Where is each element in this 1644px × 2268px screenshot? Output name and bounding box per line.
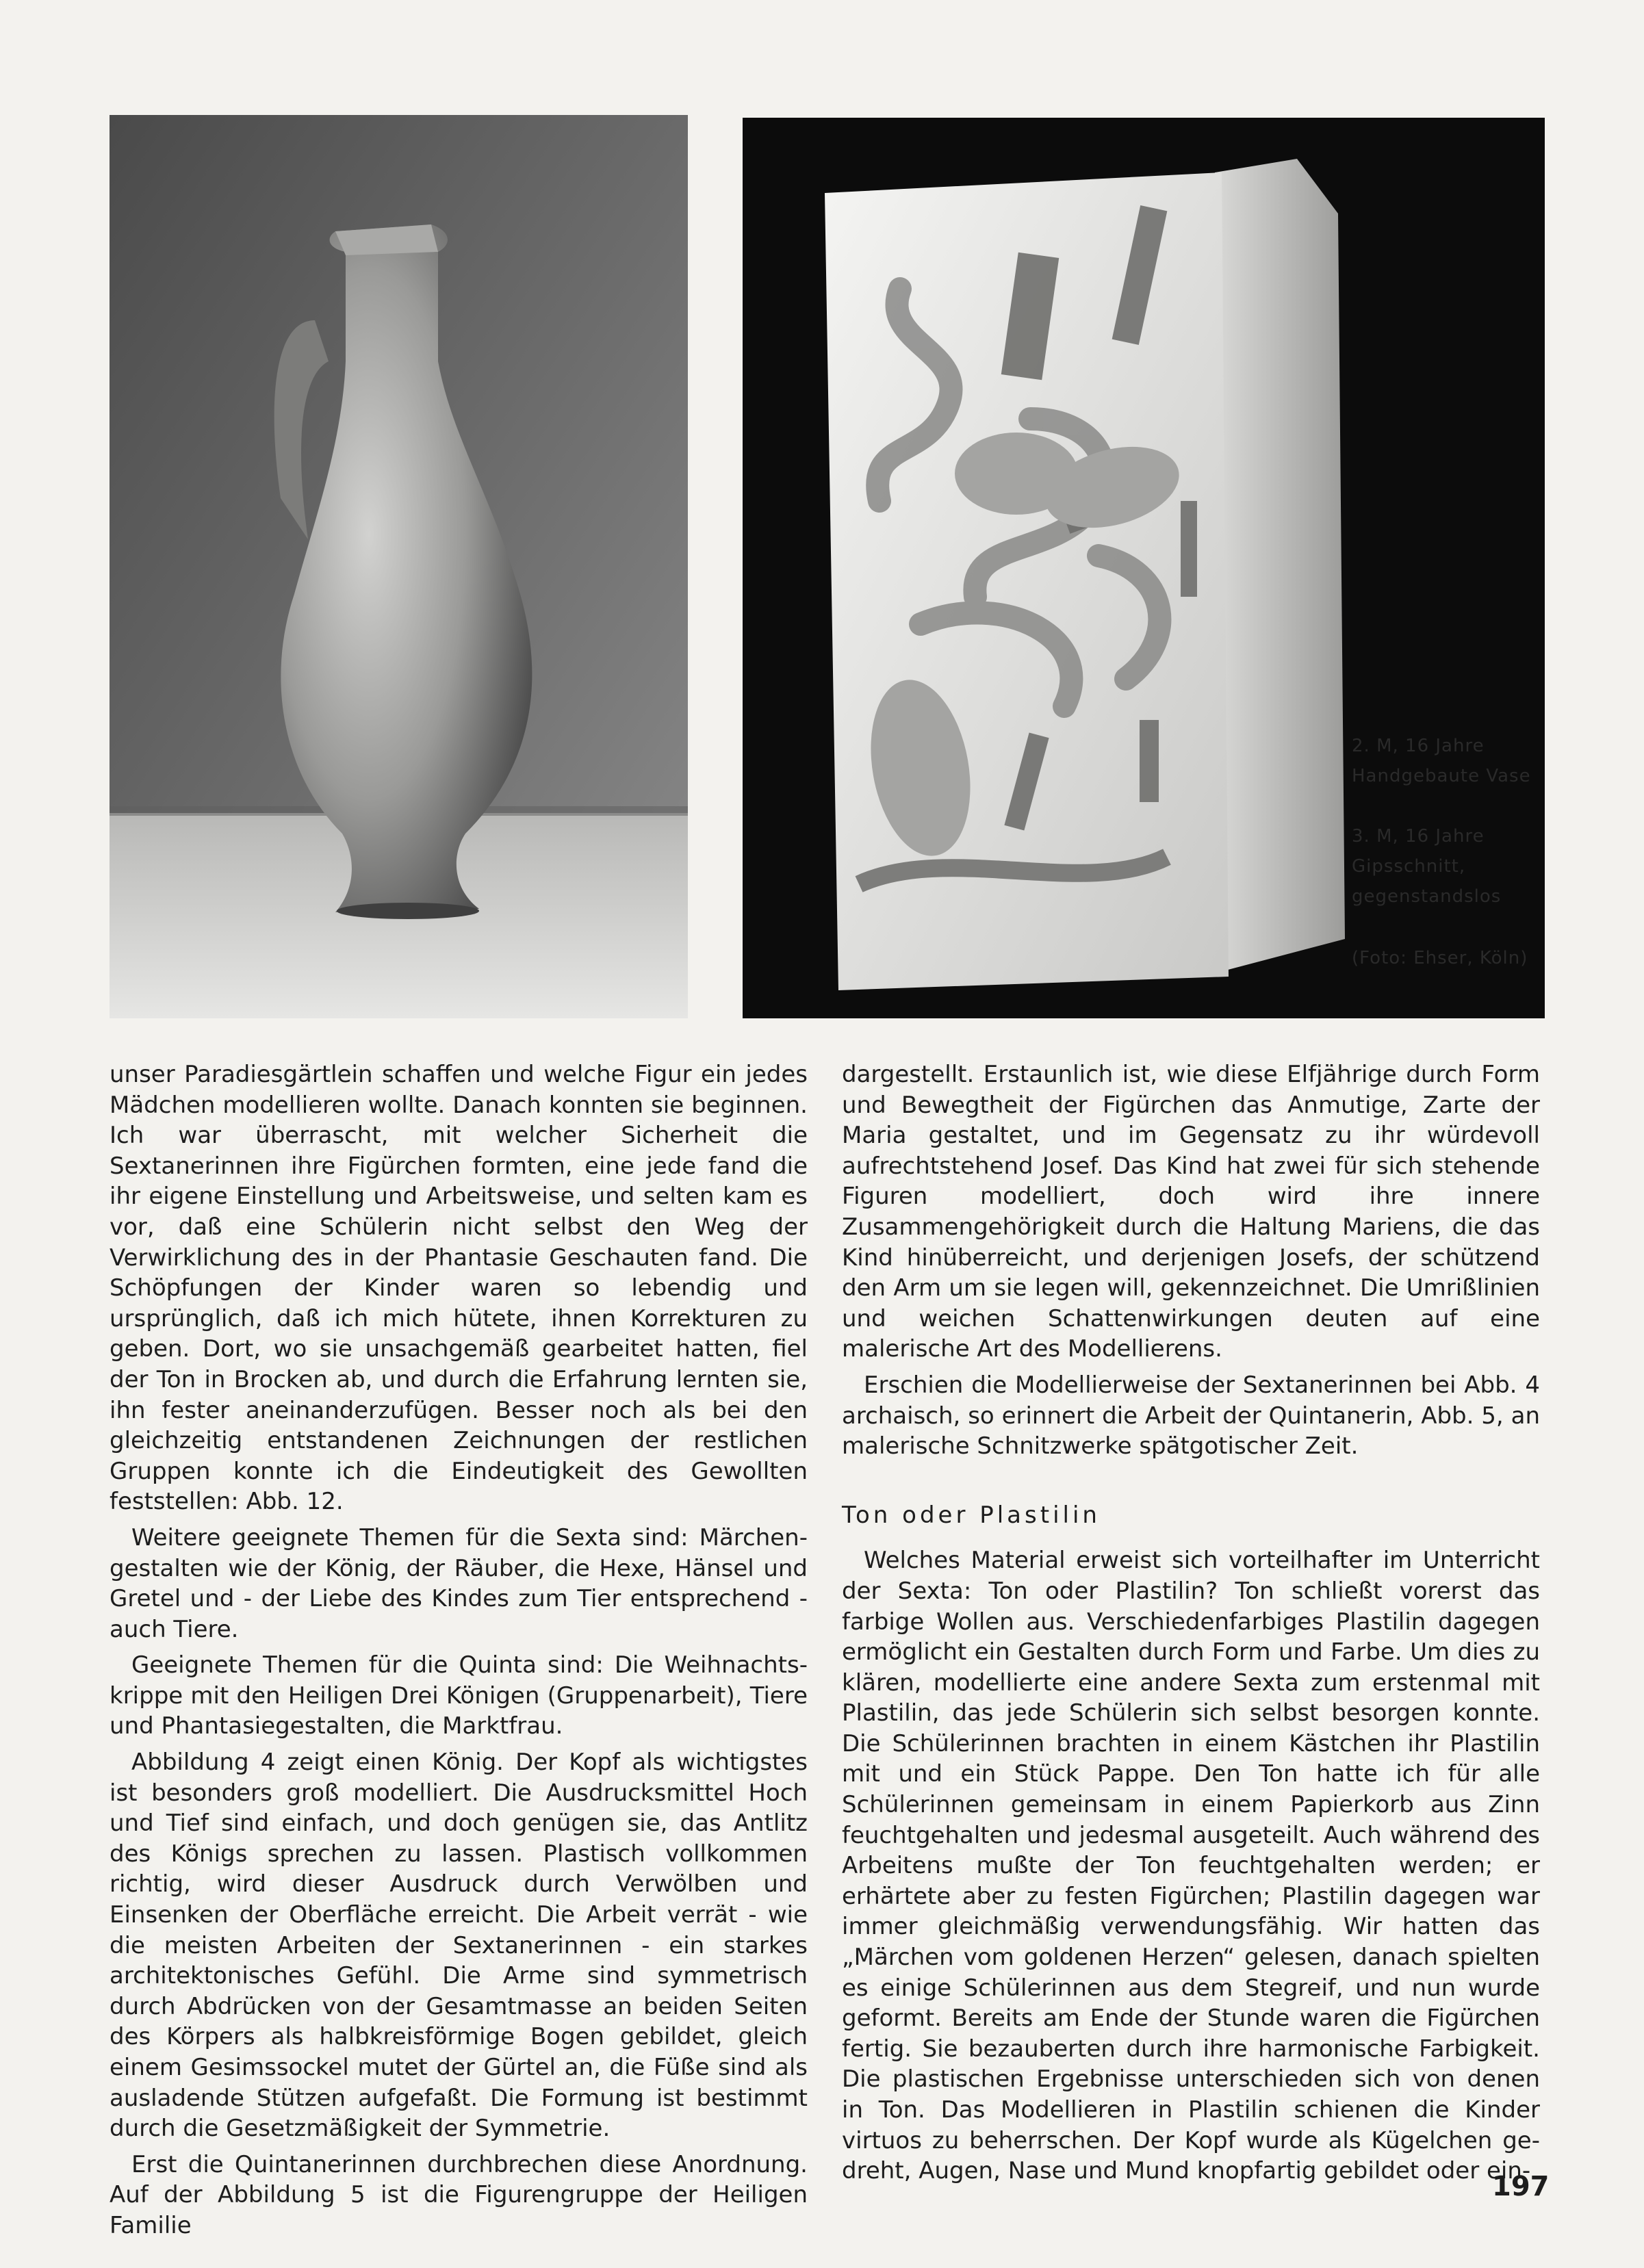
figure-3-caption-line-3: gegenstandslos — [1352, 886, 1502, 907]
photo-credit: (Foto: Ehser, Köln) — [1352, 948, 1528, 968]
left-paragraph-2: Weitere geeignete Themen für die Sexta sind: Märchengestalten wie der König, der Räuber, die Hexe, Hänsel und Gretel und - der Liebe des Kindes zum Tier entsprechend - auch Tiere. — [110, 1523, 808, 1643]
right-paragraph-1: dargestellt. Erstaunlich ist, wie diese Elfjährige durch Form und Bewegtheit der Figürchen das Anmutige, Zarte der Maria gestaltet, und im Gegensatz zu ihr würdevoll aufrechtstehend Josef. Das Kind hat zwei für sich stehende Figuren modelliert, doch wird ihre innere Zusammengehörigkeit durch die Haltung Mariens, die das Kind hinüberreicht, und derjenigen Josefs, der schützend den Arm um sie legen will, gekennzeichnet. Die Umrißlinien und weichen Schattenwirkungen deuten auf eine malerische Art des Modellierens. — [842, 1061, 1540, 1363]
left-paragraph-1: unser Paradiesgärtlein schaffen und welche Figur ein jedes Mädchen modellieren wollte. Danach konnten sie beginnen. Ich war überrascht, mit welcher Sicherheit die Sextanerinnen ihre Figürchen formten, eine jede fand die ihr eigene Einstellung und Arbeitsweise, und selten kam es vor, daß eine Schülerin nicht selbst den Weg der Verwirklichung des in der Phantasie Geschauten fand. Die Schöpfungen der Kinder waren so lebendig und ursprünglich, daß ich mich hütete, ihnen Korrekturen zu geben. Dort, wo sie unsachgemäß gearbeitet hatten, fiel der Ton in Brocken ab, und durch die Erfahrung lernten sie, ihn fester aneinanderzufügen. Besser noch als bei den gleichzeitig entstandenen Zeichnungen der restlichen Gruppen konnte ich die Eindeutigkeit des Gewollten feststellen: Abb. 12. — [110, 1061, 808, 1516]
section-heading: Ton oder Plastilin — [842, 1501, 1101, 1529]
right-paragraph-3: Welches Material erweist sich vorteilhafter im Unterricht der Sexta: Ton oder Plastilin? Ton schließt vorerst das farbige Wollen aus. Verschiedenfarbiges Plastilin dagegen ermöglicht ein Gestalten durch Form und Farbe. Um dies zu klären, modellierte eine andere Sexta zum erstenmal mit Plastilin, das jede Schülerin sich selbst besorgen konnte. Die Schülerinnen brachten in einem Kästchen ihr Plastilin mit und ein Stück Pappe. Den Ton hatte ich für alle Schülerinnen gemeinsam in einem Papierkorb aus Zinn feuchtgehalten und jedesmal ausgeteilt. Auch während des Arbeitens mußte der Ton feuchtgehalten werden; er erhärtete aber zu festen Figürchen; Plastilin dagegen war immer gleichmäßig verwendungsfähig. Wir hatten das „Märchen vom goldenen Herzen“ gelesen, danach spielten es einige Schülerinnen aus dem Stegreif, und nun wurde geformt. Bereits am Ende der Stunde waren die Figürchen fertig. Sie bezauberten durch ihre harmonische Farbigkeit. Die plastischen Ergebnisse unterschieden sich von denen in Ton. Das Modellieren in Plastilin schienen die Kinder virtuos zu beherrschen. Der Kopf wurde als Kügelchen gedreht, Augen, Nase und Mund knopfartig gebildet oder ein- — [842, 1547, 1540, 2185]
page-number: 197 — [1492, 2171, 1550, 2202]
figure-3-caption-line-1: 3. M, 16 Jahre — [1352, 826, 1485, 847]
figure-2-caption-line-1: 2. M, 16 Jahre — [1352, 736, 1485, 756]
left-paragraph-5: Erst die Quintanerinnen durchbrechen diese Anordnung. Auf der Abbildung 5 ist die Figurengruppe der Heiligen Familie — [110, 2150, 808, 2239]
vase-photo — [110, 115, 688, 1018]
figure-3-caption-line-2: Gipsschnitt, — [1352, 856, 1466, 877]
left-paragraph-3: Geeignete Themen für die Quinta sind: Die Weihnachtskrippe mit den Heiligen Drei Königen (Gruppenarbeit), Tiere und Phantasiegestalten, die Marktfrau. — [110, 1651, 808, 1740]
left-paragraph-4: Abbildung 4 zeigt einen König. Der Kopf als wichtigstes ist besonders groß modelliert. Die Ausdrucksmittel Hoch und Tief sind einfach, und doch genügen sie, das Antlitz des Königs sprechen zu lassen. Plastisch vollkommen richtig, wird dieser Ausdruck durch Verwölben und Einsenken der Oberfläche erreicht. Die Arbeit verrät - wie die meisten Arbeiten der Sextanerinnen - ein starkes architektonisches Gefühl. Die Arme sind symmetrisch durch Abdrücken von der Gesamtmasse an beiden Seiten des Körpers als halbkreisförmige Bogen gebildet, gleich einem Gesimssockel mutet der Gürtel an, die Füße sind als ausladende Stützen aufgefaßt. Die Formung ist bestimmt durch die Gesetzmäßigkeit der Symmetrie. — [110, 1749, 808, 2143]
left-text-column — [110, 1059, 808, 2241]
right-text-column — [842, 1059, 1540, 2187]
right-paragraph-2: Erschien die Modellierweise der Sextanerinnen bei Abb. 4 archaisch, so erinnert die Arbeit der Quintanerin, Abb. 5, an malerische Schnitzwerke spätgotischer Zeit. — [842, 1371, 1540, 1460]
figure-2-caption-line-2: Handgebaute Vase — [1352, 766, 1531, 786]
